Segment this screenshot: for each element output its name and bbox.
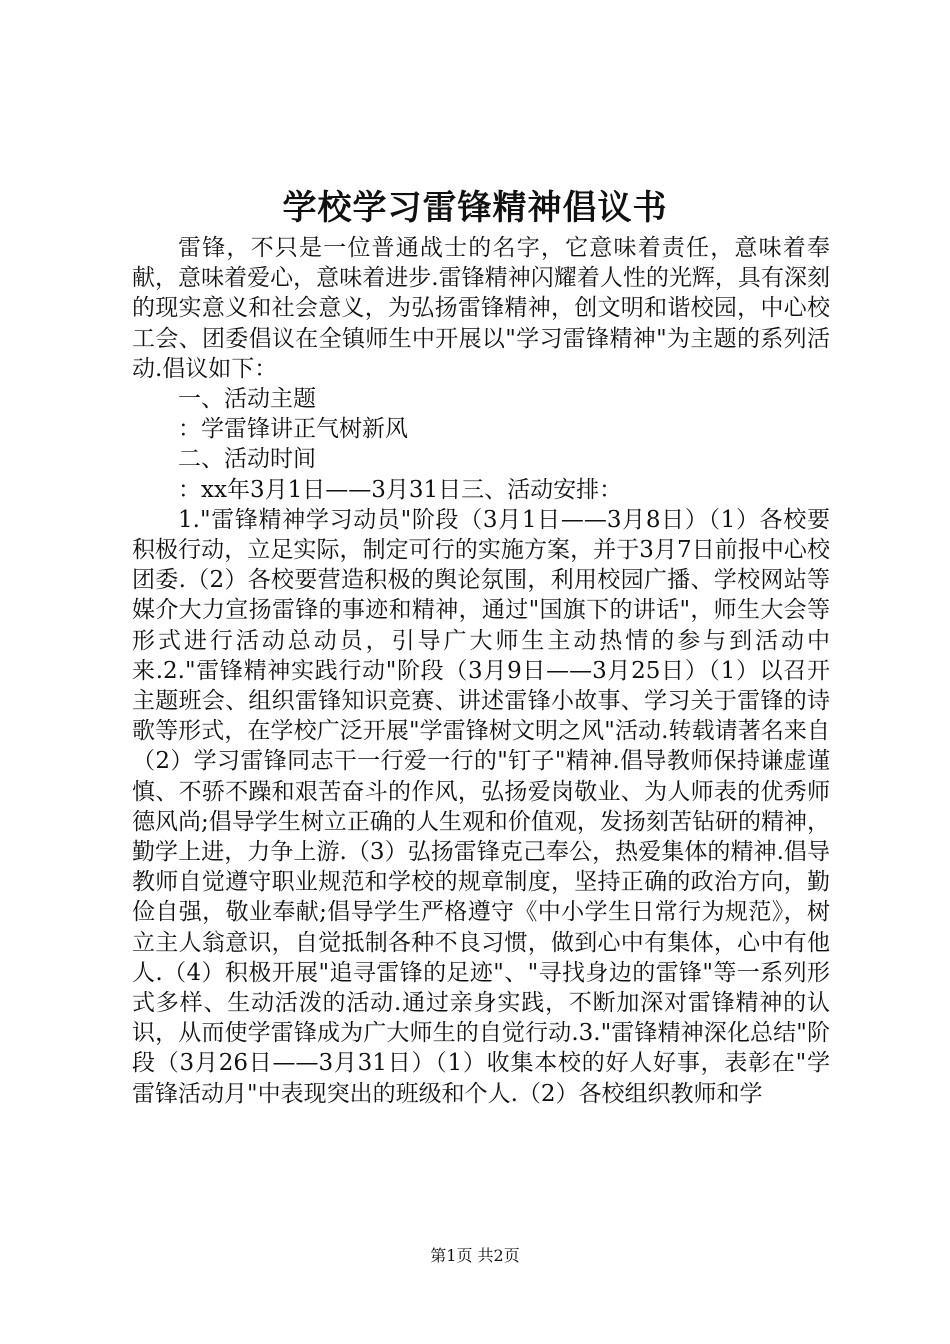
arrangement-paragraph: 1."雷锋精神学习动员"阶段（3月1日——3月8日）（1）各校要积极行动，立足实际，制定可行的实施方案，并于3月7日前报中心校团委.（2）各校要营造积极的舆论氛围，利用校园广播、学校网站等媒介大力宣扬雷锋的事迹和精神，通过"国旗下的讲话"，师生大会等形式进行活动总动员，引导广大师生主动热情的参与到活动中来.2."雷锋精神实践行动"阶段（3月9日——3月25日）（1）以召开主题班会、组织雷锋知识竞赛、讲述雷锋小故事、学习关于雷锋的诗歌等形式，在学校广泛开展"学雷锋树文明之风"活动.转载请著名来自（2）学习雷锋同志干一行爱一行的"钉子"精神.倡导教师保持谦虚谨慎、不骄不躁和艰苦奋斗的作风，弘扬爱岗敬业、为人师表的优秀师德风尚;倡导学生树立正确的人生观和价值观，发扬刻苦钻研的精神，勤学上进，力争上游.（3）弘扬雷锋克己奉公，热爱集体的精神.倡导教师自觉遵守职业规范和学校的规章制度，坚持正确的政治方向，勤俭自强，敬业奉献;倡导学生严格遵守《中小学生日常行为规范》，树立主人翁意识，自觉抵制各种不良习惯，做到心中有集体，心中有他人.（4）积极开展"追寻雷锋的足迹"、"寻找身边的雷锋"等一系列形式多样、生动活泼的活动.通过亲身实践，不断加深对雷锋精神的认识，从而使学雷锋成为广大师生的自觉行动.3."雷锋精神深化总结"阶段（3月26日——3月31日）（1）收集本校的好人好事，表彰在"学雷锋活动月"中表现突出的班级和个人.（2）各校组织教师和学 xyxy=(132,506,830,1107)
page-number-footer: 第1页 共2页 xyxy=(430,1246,520,1265)
time-text: ：xx年3月1日——3月31日三、活动安排： xyxy=(178,476,623,503)
intro-paragraph: 雷锋，不只是一位普通战士的名字，它意味着责任，意味着奉献，意味着爱心，意味着进步.雷锋精神闪耀着人性的光辉，具有深刻的现实意义和社会意义，为弘扬雷锋精神，创文明和谐校园，中心校工会、团委倡议在全镇师生中开展以"学习雷锋精神"为主题的系列活动.倡议如下： xyxy=(132,235,830,382)
theme-text: ：学雷锋讲正气树新风 xyxy=(178,416,408,443)
section-heading-time: 二、活动时间 xyxy=(178,446,316,473)
section-heading-theme: 一、活动主题 xyxy=(178,386,316,413)
document-title: 学校学习雷锋精神倡议书 xyxy=(282,188,668,228)
document-body xyxy=(132,233,830,1109)
